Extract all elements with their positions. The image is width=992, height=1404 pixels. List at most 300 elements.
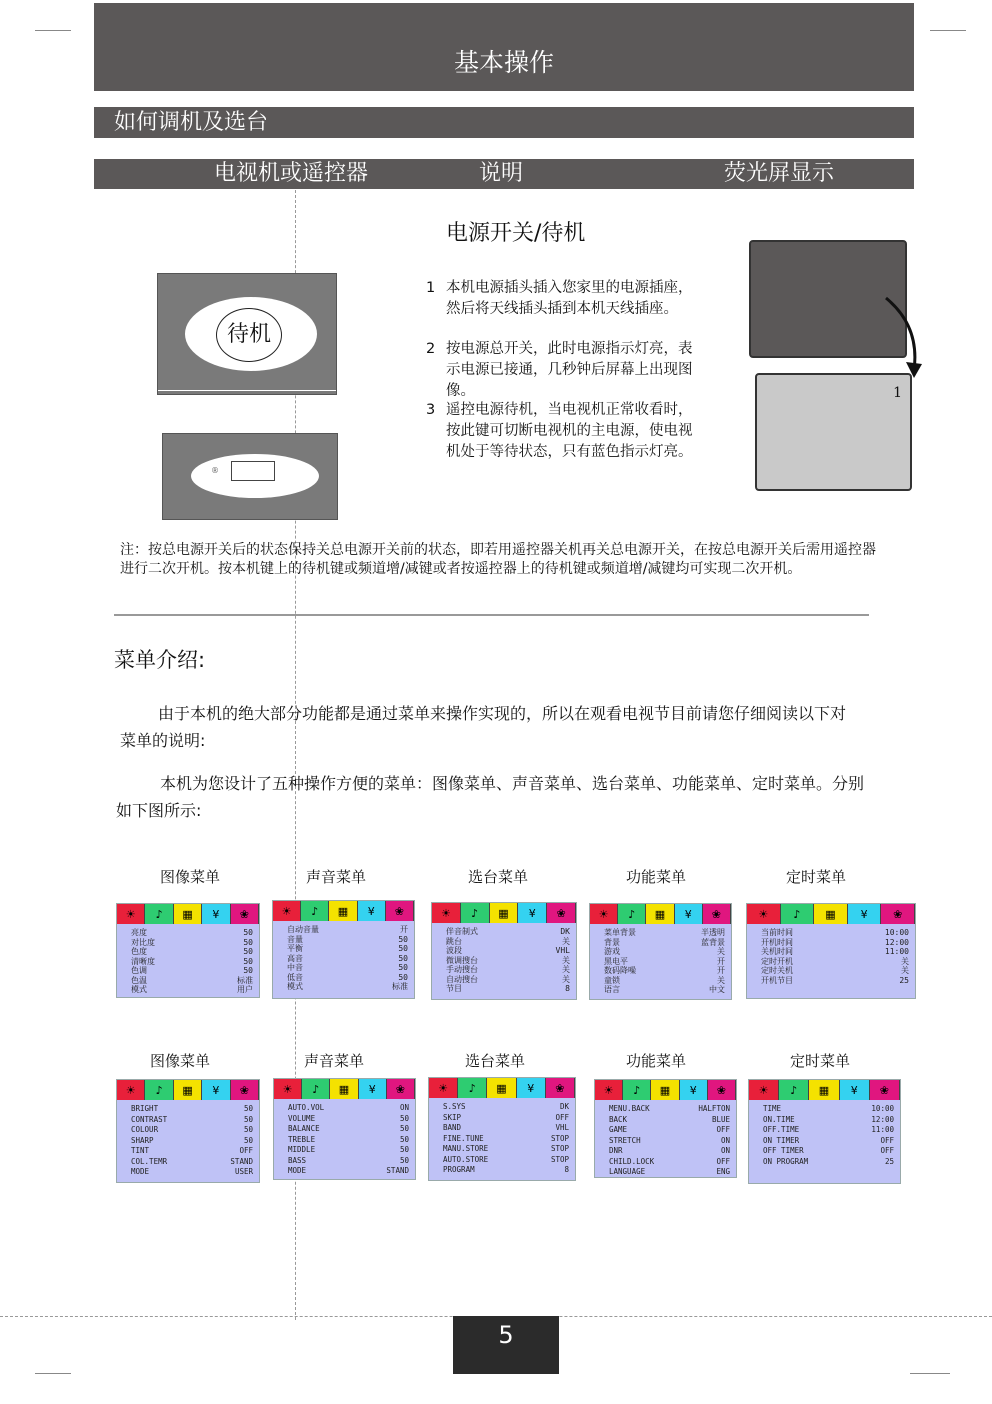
menu-item-label: 菜单背景 — [604, 928, 636, 937]
menu-item-label: AUTO.VOL — [288, 1103, 325, 1112]
menu-row — [609, 1167, 730, 1178]
function-icon: ¥ — [848, 904, 882, 924]
menu-label-channel-en: 选台菜单 — [464, 1052, 525, 1070]
menu-row — [446, 946, 570, 956]
channel-icon: ▦ — [330, 1079, 358, 1099]
menu-item-label: BASS — [288, 1155, 307, 1165]
picture-icon: ☀ — [117, 1080, 145, 1100]
menu-label-picture: 图像菜单 — [159, 868, 220, 886]
menu-row — [131, 928, 253, 938]
menu-item-label: MIDDLE — [288, 1145, 316, 1154]
menu-intro-paragraph-2: 本机为您设计了五种操作方便的菜单：图像菜单、声音菜单、选台菜单、功能菜单、定时菜单。分别如下图所示: — [116, 774, 865, 820]
menu-row — [131, 976, 253, 986]
menu-item-value: 50 — [399, 1155, 409, 1165]
menu-item-value: 50 — [398, 934, 408, 944]
menu-item-label: 背景 — [604, 937, 620, 947]
menu-item-value: 50 — [243, 1135, 253, 1145]
power-icon: ® — [211, 466, 219, 475]
channel-number: 1 — [893, 385, 902, 401]
picture-icon: ☀ — [274, 1079, 302, 1099]
menu-item-label: 对比度 — [131, 937, 155, 947]
step-text: 本机电源插头插入您家里的电源插座，然后将天线插头插到本机天线插座。 — [446, 280, 693, 317]
picture-icon: ☀ — [273, 901, 301, 921]
menu-item-value: STAND — [230, 1156, 253, 1166]
menu-item-value: 50 — [243, 956, 253, 966]
crop-mark — [35, 30, 71, 31]
menu-icon-row — [749, 1080, 900, 1100]
menu-item-value: OFF — [880, 1135, 894, 1145]
menu-rows — [117, 1100, 259, 1178]
menu-label-timer-en: 定时菜单 — [789, 1052, 850, 1070]
menu-item-label: 定时关机 — [761, 966, 793, 975]
menu-item-label: 亮度 — [131, 928, 147, 937]
menu-intro-paragraph-1: 由于本机的绝大部分功能都是通过菜单来操作实现的，所以在观看电视节目前请您仔细阅读以下对菜单的说明: — [120, 704, 847, 750]
menu-item-label: 模式 — [287, 982, 303, 991]
menu-row — [131, 947, 253, 957]
menu-item-value: 50 — [243, 1114, 253, 1124]
menu-item-label: VOLUME — [288, 1113, 316, 1123]
menu-screen-function-en — [594, 1079, 737, 1178]
power-section-title: 电源开关/待机 — [446, 221, 586, 246]
menu-item-value: 开 — [717, 956, 725, 966]
menu-item-label: 数码降噪 — [604, 966, 636, 975]
menu-screen-channel — [431, 902, 577, 1000]
standby-label: 待机 — [216, 308, 282, 362]
menu-item-value: 50 — [243, 937, 253, 947]
note-text: 注：按总电源开关后的状态保持关总电源开关前的状态，即若用遥控器关机再关总电源开关，在按总电源开关后需用遥控器进行二次开机。按本机键上的待机键或频道增/减键或者按遥控器上的待机键或频道增/减键均可实现二次开机。 — [120, 542, 876, 577]
menu-item-value: 25 — [899, 975, 909, 985]
menu-row — [288, 1135, 409, 1146]
column-header-bar — [94, 159, 914, 189]
menu-row — [131, 966, 253, 976]
menu-row — [287, 944, 408, 954]
menu-row — [287, 935, 408, 945]
menu-item-value: 关 — [562, 965, 570, 974]
menu-rows — [747, 924, 915, 985]
menu-item-label: 童锁 — [604, 975, 620, 985]
menu-row — [446, 927, 570, 937]
sound-icon: ♪ — [779, 1080, 809, 1100]
menu-item-label: MODE — [131, 1167, 150, 1176]
function-icon: ¥ — [359, 1079, 387, 1099]
section-divider — [114, 614, 869, 616]
menu-item-value: DK — [559, 1102, 569, 1111]
menu-row — [604, 938, 725, 948]
menu-icon-row — [117, 1080, 259, 1100]
menu-row — [443, 1123, 569, 1134]
timer-icon: ❀ — [386, 901, 414, 921]
timer-icon: ❀ — [708, 1080, 736, 1100]
sound-icon: ♪ — [618, 904, 646, 924]
menu-row — [131, 1146, 253, 1157]
menu-screen-timer-en — [748, 1079, 901, 1184]
menu-row — [761, 966, 909, 976]
channel-icon: ▦ — [651, 1080, 679, 1100]
channel-icon: ▦ — [487, 1078, 516, 1098]
sound-icon: ♪ — [458, 1078, 487, 1098]
menu-row — [288, 1166, 409, 1177]
menu-item-value: OFF — [880, 1146, 894, 1155]
menu-row — [604, 966, 725, 976]
menu-item-label: CHILD.LOCK — [609, 1156, 655, 1166]
timer-icon: ❀ — [231, 904, 259, 924]
screen-on-illustration — [755, 373, 912, 491]
menu-item-label: 手动搜台 — [446, 965, 478, 974]
menu-row — [443, 1155, 569, 1166]
menu-item-label: 音量 — [287, 934, 303, 944]
menu-screen-function — [589, 903, 732, 1000]
menu-item-label: STRETCH — [609, 1135, 641, 1145]
menu-row — [446, 956, 570, 966]
menu-item-value: 关 — [562, 955, 570, 965]
menu-item-value: 12:00 — [884, 937, 909, 947]
step-text: 按电源总开关，此时电源指示灯亮，表示电源已接通，几秒钟后屏幕上出现图像。 — [446, 341, 693, 399]
menu-row — [609, 1115, 730, 1126]
menu-row — [443, 1144, 569, 1155]
menu-row — [131, 1167, 253, 1178]
picture-icon: ☀ — [117, 904, 145, 924]
menu-item-label: 开机时间 — [761, 937, 793, 947]
step-number: 1 — [426, 280, 436, 296]
function-icon: ¥ — [840, 1080, 870, 1100]
menu-rows — [590, 924, 731, 995]
menu-intro-heading: 菜单介绍: — [114, 648, 206, 672]
menu-item-value: 50 — [243, 928, 253, 937]
menu-item-label: 平衡 — [287, 944, 303, 953]
menu-item-value: 关 — [562, 936, 570, 946]
menu-item-value: 开 — [717, 966, 725, 975]
menu-item-label: 色度 — [131, 947, 147, 956]
menu-row — [609, 1146, 730, 1157]
menu-item-value: 50 — [398, 963, 408, 972]
menu-item-label: 自动搜台 — [446, 974, 478, 984]
menu-row — [761, 957, 909, 967]
menu-item-label: ON.TIME — [763, 1114, 795, 1124]
menu-row — [443, 1165, 569, 1176]
menu-icon-row — [747, 904, 915, 924]
menu-label-channel: 选台菜单 — [467, 868, 528, 886]
menu-item-value: OFF — [239, 1146, 253, 1155]
menu-row — [609, 1104, 730, 1115]
menu-rows — [595, 1100, 736, 1178]
menu-item-value: VHL — [555, 1123, 569, 1132]
menu-item-label: 清晰度 — [131, 956, 155, 966]
menu-row — [446, 965, 570, 975]
menu-row — [609, 1125, 730, 1136]
section-title: 如何调机及选台 — [94, 107, 914, 138]
menu-item-label: MODE — [288, 1166, 307, 1175]
menu-item-label: LANGUAGE — [609, 1167, 646, 1176]
channel-icon: ▦ — [174, 1080, 202, 1100]
channel-icon: ▦ — [329, 901, 357, 921]
menu-item-label: GAME — [609, 1125, 628, 1134]
menu-item-value: ENG — [716, 1167, 730, 1176]
timer-icon: ❀ — [547, 903, 576, 923]
crop-mark — [910, 1373, 950, 1374]
timer-icon: ❀ — [387, 1079, 415, 1099]
menu-item-value: 11:00 — [884, 947, 909, 956]
menu-item-label: BACK — [609, 1114, 628, 1124]
menu-item-label: COLOUR — [131, 1125, 159, 1134]
menu-row — [443, 1113, 569, 1124]
menu-row — [763, 1136, 894, 1147]
menu-item-value: HALFTON — [698, 1104, 730, 1113]
sound-icon: ♪ — [301, 901, 329, 921]
menu-row — [763, 1125, 894, 1136]
menu-item-value: 12:00 — [871, 1114, 894, 1124]
menu-item-value: OFF — [716, 1156, 730, 1166]
menu-item-label: ON PROGRAM — [763, 1156, 809, 1166]
menu-rows — [117, 924, 259, 995]
menu-item-label: BAND — [443, 1123, 462, 1132]
menu-item-value: 8 — [564, 1165, 569, 1174]
menu-item-label: 当前时间 — [761, 928, 793, 937]
menu-rows — [274, 1099, 415, 1177]
menu-item-value: 关 — [717, 947, 725, 956]
menu-label-function-en: 功能菜单 — [625, 1052, 686, 1070]
menu-row — [604, 957, 725, 967]
tv-standby-illustration — [157, 273, 337, 395]
menu-item-value: 关 — [562, 974, 570, 984]
menu-item-label: S.SYS — [443, 1102, 466, 1111]
menu-row — [446, 975, 570, 985]
menu-row — [131, 1157, 253, 1168]
menu-row — [287, 973, 408, 983]
menu-item-value: 开 — [400, 925, 408, 934]
menu-item-value: 50 — [399, 1145, 409, 1154]
timer-icon: ❀ — [881, 904, 915, 924]
crop-mark — [930, 30, 966, 31]
menu-item-label: 黑电平 — [604, 956, 628, 966]
menu-row — [131, 938, 253, 948]
channel-icon: ▦ — [809, 1080, 839, 1100]
menu-item-label: TIME — [763, 1104, 782, 1113]
menu-row — [443, 1102, 569, 1113]
menu-rows — [273, 921, 414, 992]
column-header-description: 说明 — [479, 161, 524, 186]
timer-icon: ❀ — [870, 1080, 900, 1100]
menu-item-value: 标准 — [392, 982, 408, 991]
sound-icon: ♪ — [781, 904, 815, 924]
menu-item-label: 自动音量 — [287, 925, 319, 934]
menu-row — [763, 1104, 894, 1115]
menu-row — [287, 925, 408, 935]
picture-icon: ☀ — [429, 1078, 458, 1098]
menu-rows — [429, 1098, 575, 1176]
menu-item-value: STOP — [550, 1144, 569, 1153]
menu-row — [763, 1115, 894, 1126]
step-3 — [426, 400, 706, 486]
menu-item-value: 25 — [884, 1156, 894, 1166]
menu-row — [604, 947, 725, 957]
menu-row — [288, 1156, 409, 1167]
channel-icon: ▦ — [490, 903, 519, 923]
menu-item-value: 50 — [398, 944, 408, 953]
menu-item-value: ON — [720, 1146, 730, 1155]
menu-item-value: 8 — [565, 984, 570, 993]
function-icon: ¥ — [202, 1080, 230, 1100]
menu-row — [288, 1124, 409, 1135]
menu-row — [131, 1136, 253, 1147]
menu-item-value: 50 — [399, 1113, 409, 1123]
menu-item-label: 色温 — [131, 975, 147, 985]
menu-item-value: BLUE — [711, 1114, 730, 1124]
menu-icon-row — [595, 1080, 736, 1100]
menu-row — [131, 1115, 253, 1126]
menu-row — [604, 976, 725, 986]
menu-item-label: BALANCE — [288, 1124, 320, 1133]
menu-item-value: 用户 — [237, 985, 253, 994]
menu-item-value: 11:00 — [871, 1125, 894, 1134]
menu-screen-channel-en — [428, 1077, 576, 1181]
menu-item-label: 开机节目 — [761, 975, 793, 985]
crop-mark — [35, 1373, 71, 1374]
picture-icon: ☀ — [749, 1080, 779, 1100]
menu-screen-sound-en — [273, 1078, 416, 1180]
column-header-device: 电视机或遥控器 — [214, 161, 369, 186]
menu-item-label: 高音 — [287, 953, 303, 963]
menu-item-value: 关 — [901, 956, 909, 966]
menu-item-value: 蓝背景 — [701, 937, 725, 947]
menu-item-label: ON TIMER — [763, 1135, 800, 1145]
menu-row — [131, 1104, 253, 1115]
menu-item-label: 语言 — [604, 985, 620, 994]
menu-item-value: USER — [234, 1167, 253, 1176]
menu-icon-row — [432, 903, 576, 923]
menu-row — [288, 1103, 409, 1114]
menu-item-value: 中文 — [709, 985, 725, 994]
timer-icon: ❀ — [231, 1080, 259, 1100]
function-icon: ¥ — [518, 903, 547, 923]
step-number: 3 — [426, 402, 436, 418]
menu-item-label: 定时开机 — [761, 956, 793, 966]
menu-item-label: 关机时间 — [761, 947, 793, 956]
menu-row — [131, 957, 253, 967]
menu-row — [761, 947, 909, 957]
menu-item-value: 50 — [398, 972, 408, 982]
menu-row — [604, 928, 725, 938]
menu-item-value: 关 — [717, 975, 725, 985]
function-icon: ¥ — [675, 904, 703, 924]
menu-label-sound: 声音菜单 — [305, 868, 366, 886]
menu-row — [761, 976, 909, 986]
menu-item-value: STOP — [550, 1133, 569, 1143]
menu-label-timer: 定时菜单 — [785, 868, 846, 886]
menu-item-value: 10:00 — [884, 928, 909, 937]
picture-icon: ☀ — [595, 1080, 623, 1100]
power-switch-button — [231, 461, 275, 481]
picture-icon: ☀ — [747, 904, 781, 924]
menu-item-label: COL.TEMR — [131, 1156, 168, 1166]
menu-item-label: 跳台 — [446, 936, 462, 946]
menu-label-function: 功能菜单 — [625, 868, 686, 886]
menu-item-label: 中音 — [287, 963, 303, 972]
menu-item-value: ON — [399, 1103, 409, 1112]
menu-item-value: 50 — [398, 953, 408, 963]
menu-item-value: OFF — [716, 1125, 730, 1134]
menu-rows — [749, 1100, 900, 1167]
step-2 — [426, 339, 706, 403]
function-icon: ¥ — [517, 1078, 546, 1098]
step-number: 2 — [426, 341, 436, 357]
menu-item-label: SKIP — [443, 1112, 462, 1122]
menu-item-label: MENU.BACK — [609, 1104, 650, 1113]
menu-item-value: 50 — [243, 1125, 253, 1134]
menu-item-label: 游戏 — [604, 947, 620, 956]
menu-label-sound-en: 声音菜单 — [303, 1052, 364, 1070]
menu-item-value: VHL — [555, 946, 570, 955]
picture-icon: ☀ — [590, 904, 618, 924]
menu-row — [761, 928, 909, 938]
function-icon: ¥ — [202, 904, 230, 924]
menu-row — [287, 982, 408, 992]
menu-label-picture-en: 图像菜单 — [149, 1052, 210, 1070]
menu-icon-row — [273, 901, 414, 921]
menu-item-value: OFF — [555, 1112, 569, 1122]
menu-row — [609, 1157, 730, 1168]
channel-icon: ▦ — [814, 904, 848, 924]
channel-icon: ▦ — [646, 904, 674, 924]
menu-item-value: 10:00 — [871, 1104, 894, 1113]
menu-screen-picture-en — [116, 1079, 260, 1183]
menu-item-value: DK — [560, 927, 570, 936]
menu-row — [446, 984, 570, 994]
menu-rows — [432, 923, 576, 994]
menu-item-label: MANU.STORE — [443, 1144, 489, 1153]
picture-icon: ☀ — [432, 903, 461, 923]
menu-item-value: STAND — [386, 1166, 409, 1175]
arrow-icon — [880, 290, 930, 382]
menu-item-value: 50 — [399, 1124, 409, 1133]
menu-item-label: 色调 — [131, 966, 147, 975]
sound-icon: ♪ — [145, 1080, 173, 1100]
menu-row — [443, 1134, 569, 1145]
menu-item-label: SHARP — [131, 1135, 154, 1145]
channel-icon: ▦ — [174, 904, 202, 924]
menu-item-label: TREBLE — [288, 1134, 316, 1144]
front-panel-illustration — [162, 433, 338, 520]
menu-item-value: 50 — [243, 947, 253, 956]
menu-row — [288, 1114, 409, 1125]
sound-icon: ♪ — [302, 1079, 330, 1099]
menu-item-label: 低音 — [287, 972, 303, 982]
menu-row — [287, 963, 408, 973]
menu-item-value: STOP — [550, 1154, 569, 1164]
menu-icon-row — [429, 1078, 575, 1098]
menu-row — [763, 1157, 894, 1168]
sound-icon: ♪ — [145, 904, 173, 924]
menu-item-value: ON — [720, 1135, 730, 1145]
menu-row — [288, 1145, 409, 1156]
menu-item-label: PROGRAM — [443, 1165, 475, 1174]
menu-row — [446, 937, 570, 947]
menu-screen-sound — [272, 900, 415, 999]
column-header-screen: 荧光屏显示 — [724, 161, 835, 186]
menu-item-value: 50 — [243, 1104, 253, 1113]
menu-row — [131, 985, 253, 995]
menu-row — [763, 1146, 894, 1157]
menu-item-label: 节目 — [446, 984, 462, 993]
menu-screen-timer — [746, 903, 916, 999]
menu-item-label: 模式 — [131, 985, 147, 994]
timer-icon: ❀ — [703, 904, 731, 924]
menu-item-label: CONTRAST — [131, 1114, 168, 1124]
function-icon: ¥ — [358, 901, 386, 921]
menu-item-label: TINT — [131, 1146, 150, 1155]
menu-item-label: OFF TIMER — [763, 1146, 804, 1155]
function-icon: ¥ — [680, 1080, 708, 1100]
menu-row — [287, 954, 408, 964]
